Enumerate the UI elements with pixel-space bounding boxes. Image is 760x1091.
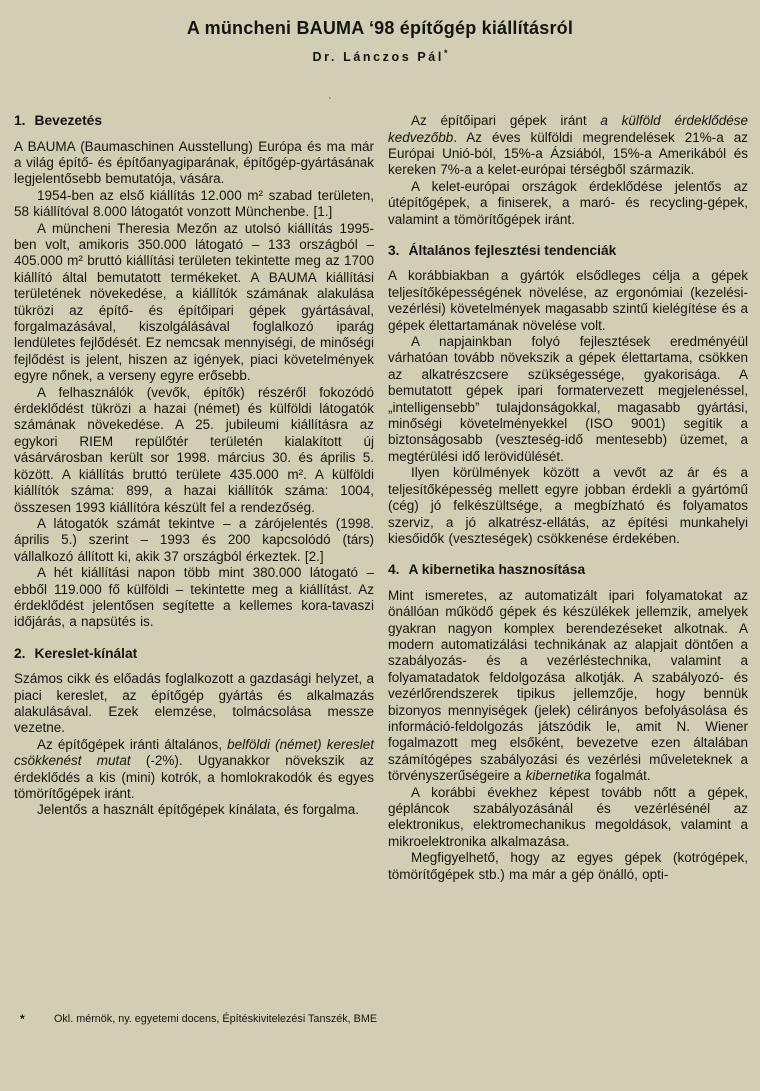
- body-text: A hét kiállítási napon több mint 380.000 látogató – ebből 119.000 fő külföldi – tekintette meg a kiállítást. Az érdeklődést jelentősen segítette a kellemes kora-tavaszi időjárás, a napsütés is.: [14, 565, 374, 630]
- section-heading: [14, 113, 374, 129]
- author-name: Dr. Lánczos Pál: [312, 50, 444, 65]
- section-heading: [14, 646, 374, 662]
- body-text: Az építőipari gépek iránt: [411, 113, 601, 129]
- paragraph: [388, 785, 748, 851]
- body-text: Ilyen körülmények között a vevőt az ár és a teljesítőképesség mellett egyre jobban érdekli a gyártómű (cég) jó felkészültsége, a megbízható és folyamatos szerviz, a jó alkatrész-ellátás, az építési munkahelyi kiesőidők (veszteségek) csökkenése érdekében.: [388, 465, 748, 546]
- body-text: 1954-ben az első kiállítás 12.000 m² szabad területen, 58 kiállítóval 8.000 látogatót vonzott Münchenbe. [1.]: [14, 187, 374, 220]
- footnote-text: Okl. mérnök, ny. egyetemi docens, Építéskivitelezési Tanszék, BME: [54, 1013, 378, 1025]
- two-column-body: [0, 113, 760, 883]
- body-text: A látogatók számát tekintve – a zárójelentés (1998. április 5.) szerint – 1993 és 200 kapcsolódó (társ) vállalkozó állított ki, akik 37 országból érkeztek. [2.]: [14, 515, 374, 564]
- paragraph: [14, 516, 374, 565]
- author-footnote-mark: *: [443, 48, 448, 58]
- scan-artifact-dot: ·: [328, 92, 332, 104]
- paragraph: [14, 139, 374, 188]
- body-text: A napjainkban folyó fejlesztések eredményéül várhatóan tovább növekszik a gépek élettartama, csökken az alkatrészcsere szükségessége, gyakorisága. A bemutatott gépek ipari formatervezett megjelenéssel, „intelligensebb” tulajdonságokkal, magasabb gyártási, minőségi követelményekkel (ISO 9001) segítik a biztonságosabb (veszteség-idő mentesebb) üzemet, a megtérülési idő lerövidülését.: [388, 334, 748, 464]
- left-column: [14, 113, 374, 883]
- section-title: Kereslet-kínálat: [34, 645, 138, 661]
- body-text: . Az éves külföldi megrendelések 21%-a az Európai Unió-ból, 15%-a Ázsiából, 15%-a Amerikából és kereken 7%-a a kelet-európai térségből származik.: [388, 129, 748, 178]
- paragraph: [14, 737, 374, 803]
- paragraph: [14, 802, 374, 818]
- paragraph: [388, 588, 748, 785]
- body-text: Számos cikk és előadás foglalkozott a gazdasági helyzet, a piaci kereslet, az építőgép gyártás és alkalmazás alakulásával. Ezek elemzése, tolmácsolása messze vezetne.: [14, 671, 374, 736]
- body-text: A korábbi évekhez képest tovább nőtt a gépek, gépláncok szabályozásánál és vezérlésénél az elektronikus, elektromechanikus megoldások, valamint a mikroelektronika alkalmazása.: [388, 784, 748, 849]
- section-number: 1.: [14, 113, 26, 129]
- article-author: [0, 48, 760, 64]
- body-text: A felhasználók (vevők, építők) részéről fokozódó érdeklődést tükrözi a hazai (német) és külföldi látogatók számának növekedése. A 25. jubileumi kiállításra az egykori RIEM repülőtér területén kialakított új vásárvárosban került sor 1998. március 30. és április 5. között. A kiállítás bruttó területe 435.000 m². A külföldi kiállítók száma: 899, a hazai kiállítók száma: 1004, összesen 1993 kiállítóra készült fel a rendezőség.: [14, 384, 374, 515]
- footnote: [20, 1013, 740, 1026]
- article-title: A müncheni BAUMA ‘98 építőgép kiállításról: [186, 18, 574, 38]
- body-text: A BAUMA (Baumaschinen Ausstellung) Európa és ma már a világ építő- és építőanyagiparának, építőgép-gyártásának legjelentősebb bemutatója, vására.: [14, 138, 374, 187]
- section-title: Általános fejlesztési tendenciák: [408, 243, 617, 258]
- paragraph: [14, 565, 374, 631]
- paragraph: [388, 268, 748, 334]
- body-text: A kelet-európai országok érdeklődése jelentős az útépítőgépek, a finiserek, a maró- és recycling-gépek, valamint a tömörítőgépek iránt.: [388, 178, 748, 227]
- body-text: Az építőgépek iránti általános,: [37, 736, 228, 752]
- section-heading: [388, 562, 748, 578]
- paragraph: [388, 334, 748, 465]
- section-number: 4.: [388, 562, 400, 578]
- section-title: Bevezetés: [34, 113, 103, 129]
- paragraph: [388, 179, 748, 228]
- emphasized-text: kibernetika: [525, 768, 591, 784]
- body-text: Megfigyelhető, hogy az egyes gépek (kotrógépek, tömörítőgépek stb.) ma már a gép önálló, opti-: [388, 850, 748, 882]
- body-text: A korábbiakban a gyártók elsődleges célja a gépek teljesítőképességének növelése, az ergonómiai (kezelési-vezérlési) követelmények magasabb szintű kielégítése és a gépek élettartamának növelése volt.: [388, 268, 748, 333]
- body-text: A müncheni Theresia Mezőn az utolsó kiállítás 1995-ben volt, amikoris 350.000 látogató – 133 országból – 405.000 m² bruttó kiállítási területen tekintette meg az 1700 kiállító által bemutatott termékeket. A BAUMA kiállítási területének növekedése, a kiállítók számának alakulása tükrözi az építő- és építőipari gépek gyártásával, forgalmazásával, kiszolgálásával foglalkozó iparág lendületes fejlődését. Ez nemcsak mennyiségi, de minőségi fejlődést is jelent, hiszen az igények, piaci követelmények egyre nőnek, a verseny egyre erősebb.: [14, 220, 374, 384]
- section-heading: [388, 243, 748, 259]
- paragraph: [14, 221, 374, 385]
- paragraph: [388, 850, 748, 883]
- section-title: A kibernetika hasznosítása: [408, 562, 586, 578]
- footnote-marker: *: [20, 1012, 25, 1026]
- body-text: Jelentős a használt építőgépek kínálata, és forgalma.: [37, 802, 359, 818]
- emphasized-text: a külföld érdeklődése kedvezőbb: [388, 113, 748, 145]
- emphasized-text: belföldi (német) kereslet csökkenést mutat: [14, 736, 374, 769]
- body-text: fogalmát.: [590, 768, 651, 784]
- paragraph: [14, 385, 374, 516]
- section-number: 2.: [14, 645, 26, 661]
- paragraph: [14, 671, 374, 737]
- paragraph: [388, 465, 748, 547]
- paragraph: [14, 188, 374, 221]
- paragraph: [388, 113, 748, 179]
- right-column: [388, 113, 748, 883]
- body-text: (-2%). Ugyanakkor növekszik az érdeklődés a kis (mini) kotrók, a homlokrakodók és egyes tömörítőgépek iránt.: [14, 753, 374, 801]
- body-text: Mint ismeretes, az automatizált ipari folyamatokat az önállóan működő gépek és készülékek jellemzik, amelyek gyakran nagyon komplex berendezéseket alkotnak. A modern automatizálási technikának az alapjait döntően a szabályozás- és a vezérléstechnika, valamint a folyamatadatok feldolgozása alkotják. A szabályozó- és vezérlőrendszerek tipikus jellemzője, hogy bennük bizonyos mennyiségek (jelek) célirányos befolyásolása és információ-feldolgozás játszódik le, amit N. Wiener fogalmazott meg elsőként, bevezetve ezen általában számítógépes szabályozási és vezérlési műveleteknek a törvényszerűségeire a: [388, 587, 748, 784]
- section-number: 3.: [388, 243, 400, 258]
